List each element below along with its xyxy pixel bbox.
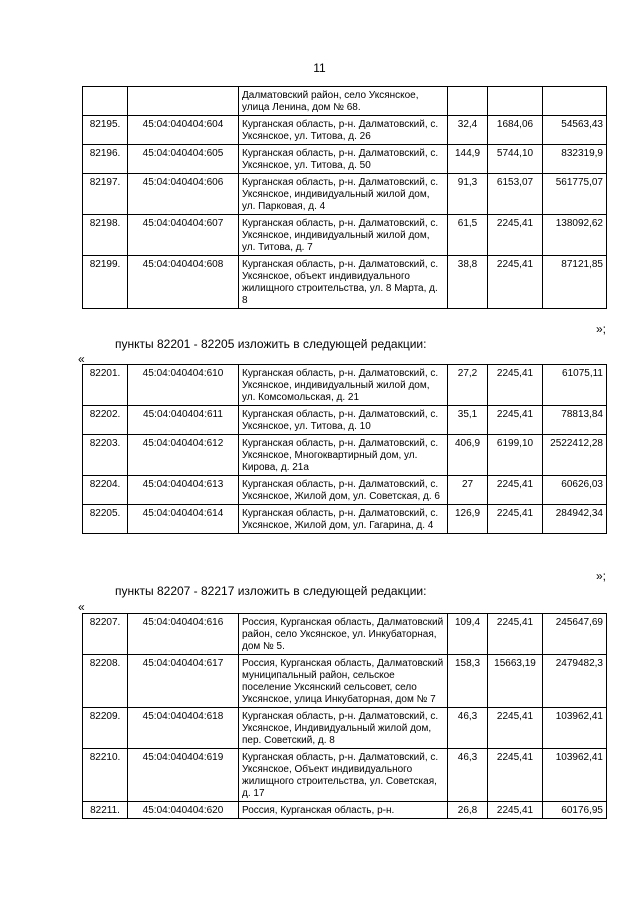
rate-cell: 6199,10 — [488, 435, 543, 476]
row-number-cell: 82197. — [83, 174, 128, 215]
rate-cell: 2245,41 — [488, 708, 543, 749]
cadastral-number-cell: 45:04:040404:619 — [128, 749, 239, 802]
cadastral-number-cell: 45:04:040404:606 — [128, 174, 239, 215]
cadastral-number-cell: 45:04:040404:612 — [128, 435, 239, 476]
value-cell: 138092,62 — [543, 215, 607, 256]
cadastral-number-cell: 45:04:040404:616 — [128, 614, 239, 655]
page-number: 11 — [313, 61, 326, 75]
area-cell: 109,4 — [448, 614, 488, 655]
value-cell: 61075,11 — [543, 365, 607, 406]
area-cell: 35,1 — [448, 406, 488, 435]
address-cell: Далматовский район, село Уксянское, улица Ленина, дом № 68. — [239, 87, 448, 116]
value-cell: 284942,34 — [543, 505, 607, 534]
row-number-cell: 82210. — [83, 749, 128, 802]
rate-cell: 2245,41 — [488, 256, 543, 309]
table-row — [83, 435, 607, 476]
rate-cell: 1684,06 — [488, 116, 543, 145]
row-number-cell: 82207. — [83, 614, 128, 655]
cadastral-number-cell: 45:04:040404:604 — [128, 116, 239, 145]
row-number-cell: 82196. — [83, 145, 128, 174]
table-row — [83, 655, 607, 708]
value-cell: 245647,69 — [543, 614, 607, 655]
property-table-1 — [82, 86, 607, 309]
value-cell: 832319,9 — [543, 145, 607, 174]
table-row — [83, 614, 607, 655]
table-row — [83, 256, 607, 309]
table-row — [83, 87, 607, 116]
address-cell: Курганская область, р-н. Далматовский, с. Уксянское, Жилой дом, ул. Гагарина, д. 4 — [239, 505, 448, 534]
address-cell: Курганская область, р-н. Далматовский, с. Уксянское, ул. Титова, д. 50 — [239, 145, 448, 174]
address-cell: Курганская область, р-н. Далматовский, с. Уксянское, Индивидуальный жилой дом, пер. Советский, д. 8 — [239, 708, 448, 749]
cadastral-number-cell: 45:04:040404:620 — [128, 802, 239, 819]
cadastral-number-cell: 45:04:040404:611 — [128, 406, 239, 435]
rate-cell: 2245,41 — [488, 614, 543, 655]
rate-cell: 2245,41 — [488, 365, 543, 406]
address-cell: Курганская область, р-н. Далматовский, с. Уксянское, Объект индивидуального жилищного строительства, ул. Советская, д. 17 — [239, 749, 448, 802]
cadastral-number-cell: 45:04:040404:608 — [128, 256, 239, 309]
cadastral-number-cell — [128, 87, 239, 116]
row-number-cell: 82209. — [83, 708, 128, 749]
address-cell: Курганская область, р-н. Далматовский, с. Уксянское, Многоквартирный дом, ул. Кирова, д. 21а — [239, 435, 448, 476]
row-number-cell: 82202. — [83, 406, 128, 435]
area-cell — [448, 87, 488, 116]
row-number-cell — [83, 87, 128, 116]
area-cell: 126,9 — [448, 505, 488, 534]
address-cell: Курганская область, р-н. Далматовский, с. Уксянское, индивидуальный жилой дом, ул. Комсомольская, д. 21 — [239, 365, 448, 406]
address-cell: Курганская область, р-н. Далматовский, с. Уксянское, объект индивидуального жилищного строительства, ул. 8 Марта, д. 8 — [239, 256, 448, 309]
table-row — [83, 365, 607, 406]
value-cell — [543, 87, 607, 116]
rate-cell: 2245,41 — [488, 215, 543, 256]
cadastral-number-cell: 45:04:040404:607 — [128, 215, 239, 256]
address-cell: Курганская область, р-н. Далматовский, с. Уксянское, ул. Титова, д. 26 — [239, 116, 448, 145]
address-cell: Россия, Курганская область, Далматовский муниципальный район, сельское поселение Уксянский сельсовет, село Уксянское, улица Инкубаторная, дом № 7 — [239, 655, 448, 708]
value-cell: 103962,41 — [543, 749, 607, 802]
paragraph-2: пункты 82207 - 82217 изложить в следующей редакции: — [115, 584, 427, 598]
cadastral-number-cell: 45:04:040404:618 — [128, 708, 239, 749]
area-cell: 144,9 — [448, 145, 488, 174]
area-cell: 27 — [448, 476, 488, 505]
cadastral-number-cell: 45:04:040404:614 — [128, 505, 239, 534]
row-number-cell: 82204. — [83, 476, 128, 505]
value-cell: 103962,41 — [543, 708, 607, 749]
cadastral-number-cell: 45:04:040404:605 — [128, 145, 239, 174]
rate-cell: 2245,41 — [488, 749, 543, 802]
opening-quote-2: « — [78, 600, 85, 614]
closing-quote-2: »; — [596, 569, 607, 583]
row-number-cell: 82203. — [83, 435, 128, 476]
cadastral-number-cell: 45:04:040404:613 — [128, 476, 239, 505]
area-cell: 26,8 — [448, 802, 488, 819]
table-row — [83, 145, 607, 174]
rate-cell: 2245,41 — [488, 802, 543, 819]
rate-cell — [488, 87, 543, 116]
area-cell: 46,3 — [448, 749, 488, 802]
address-cell: Россия, Курганская область, р-н. — [239, 802, 448, 819]
cadastral-number-cell: 45:04:040404:617 — [128, 655, 239, 708]
table-row — [83, 749, 607, 802]
value-cell: 54563,43 — [543, 116, 607, 145]
area-cell: 158,3 — [448, 655, 488, 708]
value-cell: 2479482,3 — [543, 655, 607, 708]
rate-cell: 6153,07 — [488, 174, 543, 215]
area-cell: 27,2 — [448, 365, 488, 406]
table-row — [83, 215, 607, 256]
table-row — [83, 476, 607, 505]
area-cell: 46,3 — [448, 708, 488, 749]
address-cell: Курганская область, р-н. Далматовский, с. Уксянское, ул. Титова, д. 10 — [239, 406, 448, 435]
table-row — [83, 406, 607, 435]
table-row — [83, 505, 607, 534]
address-cell: Курганская область, р-н. Далматовский, с. Уксянское, индивидуальный жилой дом, ул. Парковая, д. 4 — [239, 174, 448, 215]
area-cell: 32,4 — [448, 116, 488, 145]
area-cell: 91,3 — [448, 174, 488, 215]
value-cell: 78813,84 — [543, 406, 607, 435]
value-cell: 87121,85 — [543, 256, 607, 309]
value-cell: 561775,07 — [543, 174, 607, 215]
rate-cell: 5744,10 — [488, 145, 543, 174]
rate-cell: 2245,41 — [488, 476, 543, 505]
area-cell: 61,5 — [448, 215, 488, 256]
row-number-cell: 82201. — [83, 365, 128, 406]
address-cell: Курганская область, р-н. Далматовский, с. Уксянское, индивидуальный жилой дом, ул. Титова, д. 7 — [239, 215, 448, 256]
table-row — [83, 116, 607, 145]
row-number-cell: 82205. — [83, 505, 128, 534]
table-row — [83, 174, 607, 215]
rate-cell: 15663,19 — [488, 655, 543, 708]
row-number-cell: 82198. — [83, 215, 128, 256]
property-table-3 — [82, 613, 607, 819]
table-row — [83, 802, 607, 819]
value-cell: 60626,03 — [543, 476, 607, 505]
area-cell: 38,8 — [448, 256, 488, 309]
table-row — [83, 708, 607, 749]
rate-cell: 2245,41 — [488, 406, 543, 435]
opening-quote-1: « — [78, 352, 85, 366]
address-cell: Курганская область, р-н. Далматовский, с. Уксянское, Жилой дом, ул. Советская, д. 6 — [239, 476, 448, 505]
property-table-2 — [82, 364, 607, 534]
closing-quote-1: »; — [596, 322, 607, 336]
row-number-cell: 82211. — [83, 802, 128, 819]
address-cell: Россия, Курганская область, Далматовский район, село Уксянское, ул. Инкубаторная, дом № 5. — [239, 614, 448, 655]
area-cell: 406,9 — [448, 435, 488, 476]
value-cell: 60176,95 — [543, 802, 607, 819]
cadastral-number-cell: 45:04:040404:610 — [128, 365, 239, 406]
value-cell: 2522412,28 — [543, 435, 607, 476]
row-number-cell: 82199. — [83, 256, 128, 309]
row-number-cell: 82195. — [83, 116, 128, 145]
row-number-cell: 82208. — [83, 655, 128, 708]
rate-cell: 2245,41 — [488, 505, 543, 534]
paragraph-1: пункты 82201 - 82205 изложить в следующей редакции: — [115, 337, 427, 351]
